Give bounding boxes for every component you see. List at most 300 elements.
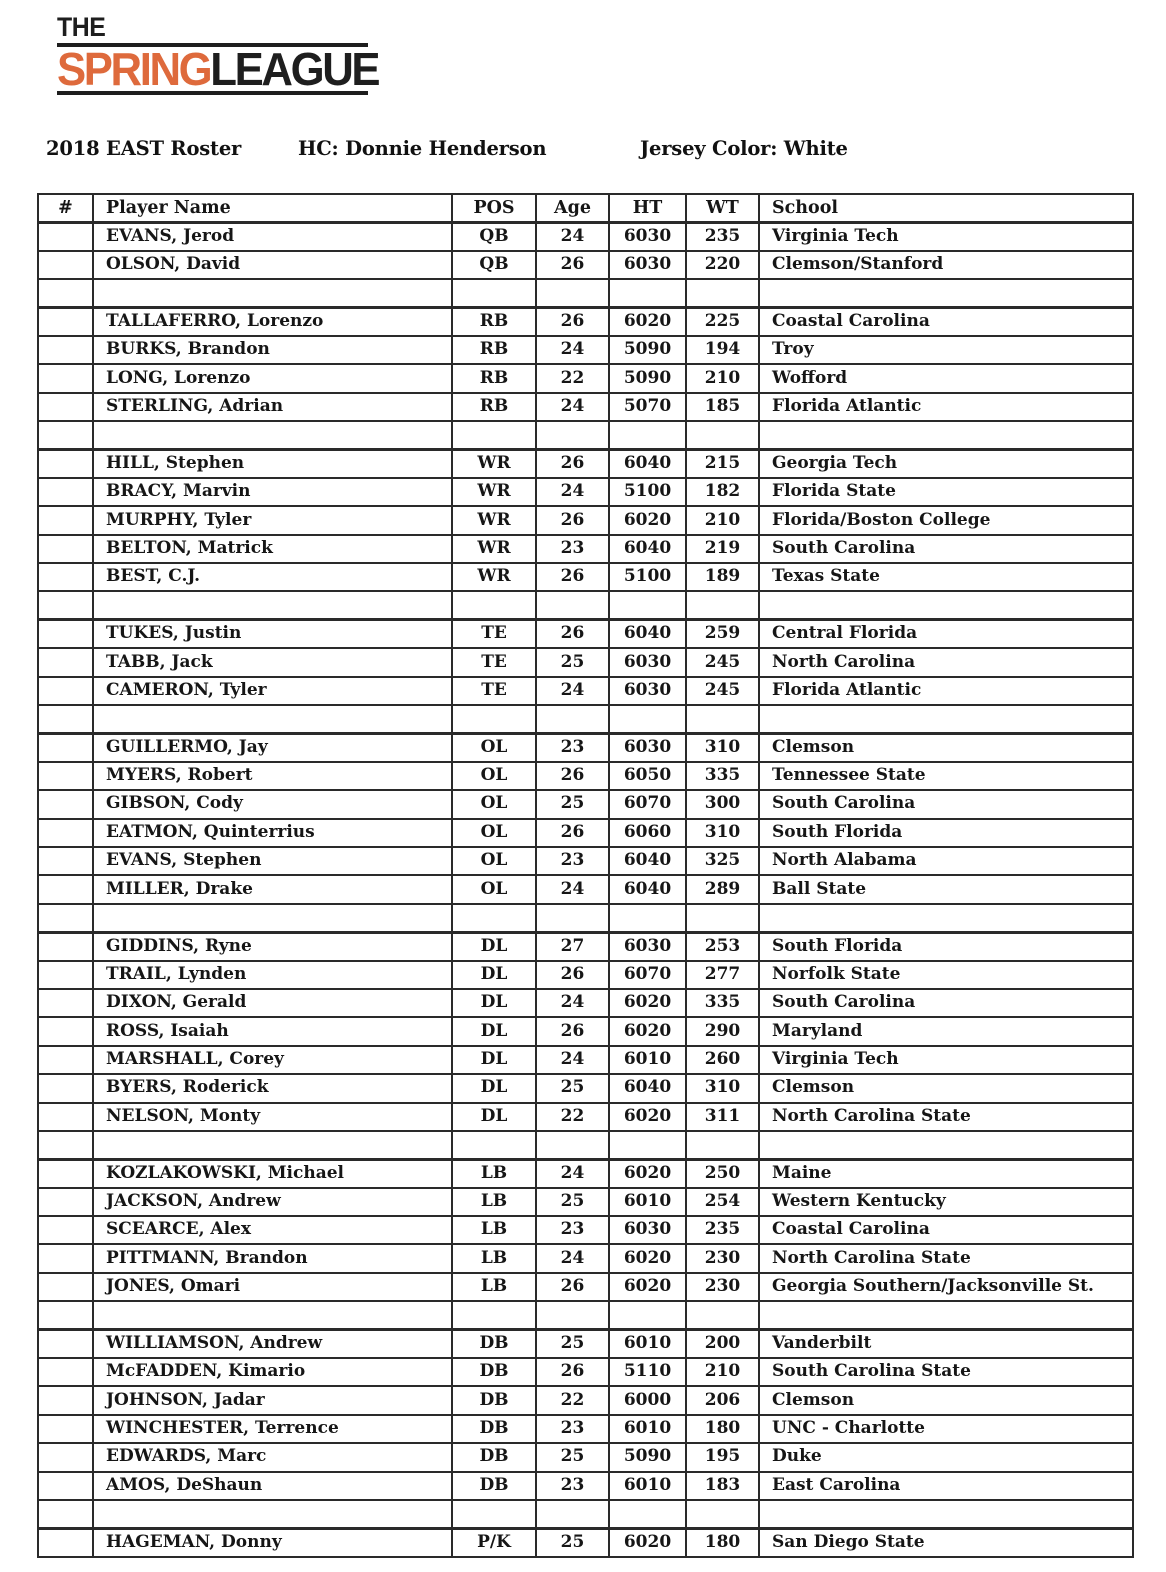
cell-number bbox=[38, 251, 93, 279]
cell-wt bbox=[686, 904, 759, 932]
cell-school bbox=[759, 279, 1133, 307]
cell-ht bbox=[609, 1500, 686, 1528]
player-row bbox=[38, 393, 1133, 421]
cell-age bbox=[536, 1301, 609, 1329]
cell-player-name bbox=[93, 705, 452, 733]
cell-player-name: NELSON, Monty bbox=[93, 1103, 452, 1131]
roster-table bbox=[37, 193, 1134, 1558]
cell-age: 23 bbox=[536, 535, 609, 563]
cell-wt: 189 bbox=[686, 563, 759, 591]
cell-pos: LB bbox=[452, 1216, 536, 1244]
cell-wt: 235 bbox=[686, 1216, 759, 1244]
cell-ht: 6030 bbox=[609, 932, 686, 960]
cell-number bbox=[38, 961, 93, 989]
cell-wt: 335 bbox=[686, 762, 759, 790]
roster-title: 2018 EAST Roster bbox=[46, 137, 242, 160]
cell-player-name: ROSS, Isaiah bbox=[93, 1017, 452, 1045]
cell-pos: DL bbox=[452, 1017, 536, 1045]
player-row bbox=[38, 1472, 1133, 1500]
cell-player-name: TRAIL, Lynden bbox=[93, 961, 452, 989]
cell-player-name: MYERS, Robert bbox=[93, 762, 452, 790]
cell-pos: WR bbox=[452, 563, 536, 591]
cell-school: Clemson bbox=[759, 1074, 1133, 1102]
cell-school: South Carolina bbox=[759, 535, 1133, 563]
cell-wt: 219 bbox=[686, 535, 759, 563]
cell-school: Clemson/Stanford bbox=[759, 251, 1133, 279]
cell-wt: 310 bbox=[686, 733, 759, 761]
cell-age: 23 bbox=[536, 1472, 609, 1500]
cell-player-name: MILLER, Drake bbox=[93, 875, 452, 903]
cell-school: Clemson bbox=[759, 733, 1133, 761]
cell-pos: DL bbox=[452, 989, 536, 1017]
player-row bbox=[38, 450, 1133, 478]
cell-school: Norfolk State bbox=[759, 961, 1133, 989]
cell-ht: 6010 bbox=[609, 1472, 686, 1500]
cell-age: 24 bbox=[536, 336, 609, 364]
col-header-pos: POS bbox=[452, 194, 536, 222]
cell-number bbox=[38, 1159, 93, 1187]
cell-school: Florida/Boston College bbox=[759, 506, 1133, 534]
cell-number bbox=[38, 1103, 93, 1131]
cell-wt: 289 bbox=[686, 875, 759, 903]
logo-the-text: THE bbox=[57, 12, 106, 42]
cell-number bbox=[38, 932, 93, 960]
cell-age: 24 bbox=[536, 1244, 609, 1272]
cell-number bbox=[38, 819, 93, 847]
player-row bbox=[38, 336, 1133, 364]
cell-player-name: EATMON, Quinterrius bbox=[93, 819, 452, 847]
cell-player-name: JACKSON, Andrew bbox=[93, 1188, 452, 1216]
cell-wt: 182 bbox=[686, 478, 759, 506]
cell-number bbox=[38, 1500, 93, 1528]
cell-number bbox=[38, 677, 93, 705]
col-header-ht: HT bbox=[609, 194, 686, 222]
cell-school bbox=[759, 1131, 1133, 1159]
cell-age: 26 bbox=[536, 1017, 609, 1045]
cell-wt bbox=[686, 1500, 759, 1528]
cell-number bbox=[38, 648, 93, 676]
cell-pos: QB bbox=[452, 222, 536, 250]
cell-ht bbox=[609, 1301, 686, 1329]
cell-ht bbox=[609, 591, 686, 619]
cell-player-name: GUILLERMO, Jay bbox=[93, 733, 452, 761]
cell-wt bbox=[686, 705, 759, 733]
cell-player-name: WILLIAMSON, Andrew bbox=[93, 1330, 452, 1358]
cell-pos: OL bbox=[452, 847, 536, 875]
cell-number bbox=[38, 1216, 93, 1244]
cell-wt: 195 bbox=[686, 1443, 759, 1471]
cell-pos: OL bbox=[452, 733, 536, 761]
cell-school bbox=[759, 1500, 1133, 1528]
cell-number bbox=[38, 875, 93, 903]
cell-number bbox=[38, 393, 93, 421]
cell-number bbox=[38, 1244, 93, 1272]
player-row bbox=[38, 1017, 1133, 1045]
cell-player-name: CAMERON, Tyler bbox=[93, 677, 452, 705]
cell-pos: OL bbox=[452, 875, 536, 903]
cell-school: East Carolina bbox=[759, 1472, 1133, 1500]
cell-ht: 6030 bbox=[609, 648, 686, 676]
cell-ht: 6020 bbox=[609, 1159, 686, 1187]
player-row bbox=[38, 1188, 1133, 1216]
cell-age: 26 bbox=[536, 819, 609, 847]
cell-pos: RB bbox=[452, 336, 536, 364]
cell-wt: 230 bbox=[686, 1273, 759, 1301]
cell-school: South Carolina bbox=[759, 790, 1133, 818]
cell-pos bbox=[452, 1301, 536, 1329]
cell-age bbox=[536, 421, 609, 449]
cell-player-name: JONES, Omari bbox=[93, 1273, 452, 1301]
cell-number bbox=[38, 1273, 93, 1301]
spacer-row bbox=[38, 421, 1133, 449]
cell-age: 26 bbox=[536, 1358, 609, 1386]
cell-number bbox=[38, 1131, 93, 1159]
cell-ht: 6010 bbox=[609, 1188, 686, 1216]
cell-age: 26 bbox=[536, 620, 609, 648]
col-header-wt: WT bbox=[686, 194, 759, 222]
cell-age: 23 bbox=[536, 1415, 609, 1443]
cell-pos: P/K bbox=[452, 1528, 536, 1556]
player-row bbox=[38, 620, 1133, 648]
cell-age: 23 bbox=[536, 847, 609, 875]
roster-table-body bbox=[38, 222, 1133, 1556]
cell-school bbox=[759, 904, 1133, 932]
cell-number bbox=[38, 1472, 93, 1500]
cell-school: North Carolina bbox=[759, 648, 1133, 676]
cell-number bbox=[38, 1443, 93, 1471]
cell-age bbox=[536, 904, 609, 932]
cell-ht: 6040 bbox=[609, 620, 686, 648]
cell-wt: 245 bbox=[686, 648, 759, 676]
cell-player-name: MURPHY, Tyler bbox=[93, 506, 452, 534]
cell-age bbox=[536, 705, 609, 733]
cell-age bbox=[536, 279, 609, 307]
player-row bbox=[38, 1103, 1133, 1131]
cell-player-name: BEST, C.J. bbox=[93, 563, 452, 591]
player-row bbox=[38, 1273, 1133, 1301]
player-row bbox=[38, 535, 1133, 563]
cell-player-name: DIXON, Gerald bbox=[93, 989, 452, 1017]
cell-wt bbox=[686, 1131, 759, 1159]
cell-number bbox=[38, 1528, 93, 1556]
cell-wt bbox=[686, 591, 759, 619]
cell-school: Central Florida bbox=[759, 620, 1133, 648]
cell-age: 25 bbox=[536, 648, 609, 676]
cell-number bbox=[38, 364, 93, 392]
cell-school: Texas State bbox=[759, 563, 1133, 591]
cell-age: 24 bbox=[536, 875, 609, 903]
cell-ht: 6010 bbox=[609, 1415, 686, 1443]
cell-age: 26 bbox=[536, 961, 609, 989]
cell-pos bbox=[452, 279, 536, 307]
cell-school: Wofford bbox=[759, 364, 1133, 392]
cell-wt: 325 bbox=[686, 847, 759, 875]
cell-ht: 5090 bbox=[609, 364, 686, 392]
cell-pos: DB bbox=[452, 1386, 536, 1414]
cell-ht bbox=[609, 421, 686, 449]
cell-ht: 6040 bbox=[609, 535, 686, 563]
cell-player-name: LONG, Lorenzo bbox=[93, 364, 452, 392]
spacer-row bbox=[38, 1500, 1133, 1528]
cell-number bbox=[38, 1358, 93, 1386]
cell-pos bbox=[452, 1500, 536, 1528]
cell-pos: TE bbox=[452, 677, 536, 705]
player-row bbox=[38, 1415, 1133, 1443]
cell-number bbox=[38, 450, 93, 478]
player-row bbox=[38, 478, 1133, 506]
cell-player-name: AMOS, DeShaun bbox=[93, 1472, 452, 1500]
cell-player-name: EVANS, Jerod bbox=[93, 222, 452, 250]
cell-player-name: BURKS, Brandon bbox=[93, 336, 452, 364]
cell-wt bbox=[686, 1301, 759, 1329]
cell-player-name: EDWARDS, Marc bbox=[93, 1443, 452, 1471]
cell-player-name: McFADDEN, Kimario bbox=[93, 1358, 452, 1386]
cell-age: 24 bbox=[536, 1159, 609, 1187]
cell-school bbox=[759, 421, 1133, 449]
cell-ht: 6020 bbox=[609, 1528, 686, 1556]
player-row bbox=[38, 364, 1133, 392]
roster-title-line bbox=[0, 137, 1166, 163]
cell-school: UNC - Charlotte bbox=[759, 1415, 1133, 1443]
cell-number bbox=[38, 762, 93, 790]
cell-number bbox=[38, 904, 93, 932]
cell-age: 22 bbox=[536, 1103, 609, 1131]
player-row bbox=[38, 648, 1133, 676]
cell-wt: 215 bbox=[686, 450, 759, 478]
cell-wt bbox=[686, 279, 759, 307]
cell-wt: 310 bbox=[686, 1074, 759, 1102]
cell-age: 24 bbox=[536, 478, 609, 506]
cell-ht: 6050 bbox=[609, 762, 686, 790]
spacer-row bbox=[38, 1131, 1133, 1159]
cell-player-name bbox=[93, 421, 452, 449]
cell-age: 22 bbox=[536, 364, 609, 392]
cell-number bbox=[38, 563, 93, 591]
cell-age: 26 bbox=[536, 563, 609, 591]
cell-player-name: STERLING, Adrian bbox=[93, 393, 452, 421]
cell-ht: 6030 bbox=[609, 677, 686, 705]
col-header-school: School bbox=[759, 194, 1133, 222]
cell-wt bbox=[686, 421, 759, 449]
cell-pos: OL bbox=[452, 762, 536, 790]
cell-ht: 6030 bbox=[609, 222, 686, 250]
cell-wt: 245 bbox=[686, 677, 759, 705]
cell-pos: DL bbox=[452, 1103, 536, 1131]
cell-ht: 6040 bbox=[609, 875, 686, 903]
cell-player-name: TABB, Jack bbox=[93, 648, 452, 676]
cell-player-name bbox=[93, 904, 452, 932]
cell-school: Virginia Tech bbox=[759, 1046, 1133, 1074]
cell-pos: DB bbox=[452, 1443, 536, 1471]
cell-age: 23 bbox=[536, 1216, 609, 1244]
cell-school: Vanderbilt bbox=[759, 1330, 1133, 1358]
cell-player-name bbox=[93, 279, 452, 307]
cell-ht: 6030 bbox=[609, 1216, 686, 1244]
cell-pos: WR bbox=[452, 535, 536, 563]
cell-pos bbox=[452, 421, 536, 449]
cell-number bbox=[38, 279, 93, 307]
cell-school: South Carolina State bbox=[759, 1358, 1133, 1386]
cell-ht: 5090 bbox=[609, 336, 686, 364]
cell-wt: 290 bbox=[686, 1017, 759, 1045]
player-row bbox=[38, 1443, 1133, 1471]
cell-number bbox=[38, 222, 93, 250]
cell-pos: DB bbox=[452, 1330, 536, 1358]
cell-pos: WR bbox=[452, 450, 536, 478]
cell-age: 26 bbox=[536, 1273, 609, 1301]
spacer-row bbox=[38, 1301, 1133, 1329]
cell-number bbox=[38, 591, 93, 619]
cell-school: Florida Atlantic bbox=[759, 393, 1133, 421]
cell-player-name: KOZLAKOWSKI, Michael bbox=[93, 1159, 452, 1187]
cell-wt: 230 bbox=[686, 1244, 759, 1272]
spacer-row bbox=[38, 904, 1133, 932]
cell-wt: 310 bbox=[686, 819, 759, 847]
player-row bbox=[38, 1358, 1133, 1386]
player-row bbox=[38, 790, 1133, 818]
cell-number bbox=[38, 308, 93, 336]
cell-number bbox=[38, 478, 93, 506]
cell-ht bbox=[609, 279, 686, 307]
cell-ht: 6060 bbox=[609, 819, 686, 847]
cell-ht: 5070 bbox=[609, 393, 686, 421]
cell-player-name bbox=[93, 1500, 452, 1528]
cell-wt: 180 bbox=[686, 1528, 759, 1556]
cell-age: 24 bbox=[536, 989, 609, 1017]
cell-number bbox=[38, 989, 93, 1017]
cell-school: Florida State bbox=[759, 478, 1133, 506]
player-row bbox=[38, 1386, 1133, 1414]
cell-player-name: PITTMANN, Brandon bbox=[93, 1244, 452, 1272]
player-row bbox=[38, 563, 1133, 591]
cell-pos: RB bbox=[452, 308, 536, 336]
player-row bbox=[38, 506, 1133, 534]
cell-pos: QB bbox=[452, 251, 536, 279]
player-row bbox=[38, 1244, 1133, 1272]
cell-pos: DB bbox=[452, 1358, 536, 1386]
cell-school: North Carolina State bbox=[759, 1244, 1133, 1272]
cell-player-name bbox=[93, 591, 452, 619]
cell-age: 25 bbox=[536, 1330, 609, 1358]
cell-wt: 300 bbox=[686, 790, 759, 818]
cell-ht bbox=[609, 705, 686, 733]
cell-ht: 6040 bbox=[609, 1074, 686, 1102]
cell-age: 25 bbox=[536, 1188, 609, 1216]
player-row bbox=[38, 1330, 1133, 1358]
cell-school: Clemson bbox=[759, 1386, 1133, 1414]
cell-school: South Carolina bbox=[759, 989, 1133, 1017]
header-row bbox=[38, 194, 1133, 222]
player-row bbox=[38, 819, 1133, 847]
cell-school: Georgia Tech bbox=[759, 450, 1133, 478]
cell-wt: 206 bbox=[686, 1386, 759, 1414]
cell-school: San Diego State bbox=[759, 1528, 1133, 1556]
cell-school: Maryland bbox=[759, 1017, 1133, 1045]
cell-pos: DL bbox=[452, 961, 536, 989]
cell-player-name: HILL, Stephen bbox=[93, 450, 452, 478]
cell-player-name: SCEARCE, Alex bbox=[93, 1216, 452, 1244]
player-row bbox=[38, 989, 1133, 1017]
cell-player-name: GIDDINS, Ryne bbox=[93, 932, 452, 960]
cell-ht bbox=[609, 1131, 686, 1159]
cell-player-name: OLSON, David bbox=[93, 251, 452, 279]
cell-number bbox=[38, 1301, 93, 1329]
cell-player-name: MARSHALL, Corey bbox=[93, 1046, 452, 1074]
cell-school: Duke bbox=[759, 1443, 1133, 1471]
cell-pos: OL bbox=[452, 819, 536, 847]
player-row bbox=[38, 222, 1133, 250]
cell-number bbox=[38, 1046, 93, 1074]
cell-age: 22 bbox=[536, 1386, 609, 1414]
cell-wt: 235 bbox=[686, 222, 759, 250]
cell-wt: 225 bbox=[686, 308, 759, 336]
spring-league-logo bbox=[57, 12, 379, 97]
cell-ht: 6000 bbox=[609, 1386, 686, 1414]
cell-age: 24 bbox=[536, 393, 609, 421]
cell-player-name: HAGEMAN, Donny bbox=[93, 1528, 452, 1556]
cell-player-name: GIBSON, Cody bbox=[93, 790, 452, 818]
cell-ht: 6030 bbox=[609, 733, 686, 761]
cell-school: Virginia Tech bbox=[759, 222, 1133, 250]
cell-wt: 253 bbox=[686, 932, 759, 960]
cell-wt: 194 bbox=[686, 336, 759, 364]
cell-age: 26 bbox=[536, 506, 609, 534]
cell-school: Coastal Carolina bbox=[759, 1216, 1133, 1244]
spacer-row bbox=[38, 279, 1133, 307]
cell-school: Tennessee State bbox=[759, 762, 1133, 790]
cell-age bbox=[536, 591, 609, 619]
cell-ht: 6020 bbox=[609, 506, 686, 534]
cell-pos: WR bbox=[452, 478, 536, 506]
cell-wt: 254 bbox=[686, 1188, 759, 1216]
cell-pos bbox=[452, 904, 536, 932]
cell-number bbox=[38, 1188, 93, 1216]
cell-player-name bbox=[93, 1131, 452, 1159]
cell-school: Georgia Southern/Jacksonville St. bbox=[759, 1273, 1133, 1301]
cell-pos: OL bbox=[452, 790, 536, 818]
cell-age: 27 bbox=[536, 932, 609, 960]
cell-wt: 259 bbox=[686, 620, 759, 648]
cell-number bbox=[38, 733, 93, 761]
cell-ht: 6040 bbox=[609, 450, 686, 478]
cell-wt: 335 bbox=[686, 989, 759, 1017]
cell-wt: 277 bbox=[686, 961, 759, 989]
col-header-age: Age bbox=[536, 194, 609, 222]
cell-ht: 5100 bbox=[609, 563, 686, 591]
cell-wt: 210 bbox=[686, 506, 759, 534]
cell-wt: 250 bbox=[686, 1159, 759, 1187]
cell-age: 24 bbox=[536, 1046, 609, 1074]
cell-wt: 311 bbox=[686, 1103, 759, 1131]
cell-pos: WR bbox=[452, 506, 536, 534]
cell-ht: 5090 bbox=[609, 1443, 686, 1471]
cell-age: 25 bbox=[536, 1074, 609, 1102]
cell-player-name: TALLAFERRO, Lorenzo bbox=[93, 308, 452, 336]
jersey-color-label: Jersey Color: White bbox=[640, 137, 848, 160]
cell-ht: 6030 bbox=[609, 251, 686, 279]
cell-pos: DL bbox=[452, 1074, 536, 1102]
cell-school: South Florida bbox=[759, 932, 1133, 960]
cell-pos: DL bbox=[452, 1046, 536, 1074]
cell-player-name: BYERS, Roderick bbox=[93, 1074, 452, 1102]
cell-number bbox=[38, 1017, 93, 1045]
cell-school: Maine bbox=[759, 1159, 1133, 1187]
cell-player-name: TUKES, Justin bbox=[93, 620, 452, 648]
cell-ht: 6010 bbox=[609, 1046, 686, 1074]
cell-pos: TE bbox=[452, 620, 536, 648]
cell-age bbox=[536, 1131, 609, 1159]
player-row bbox=[38, 733, 1133, 761]
